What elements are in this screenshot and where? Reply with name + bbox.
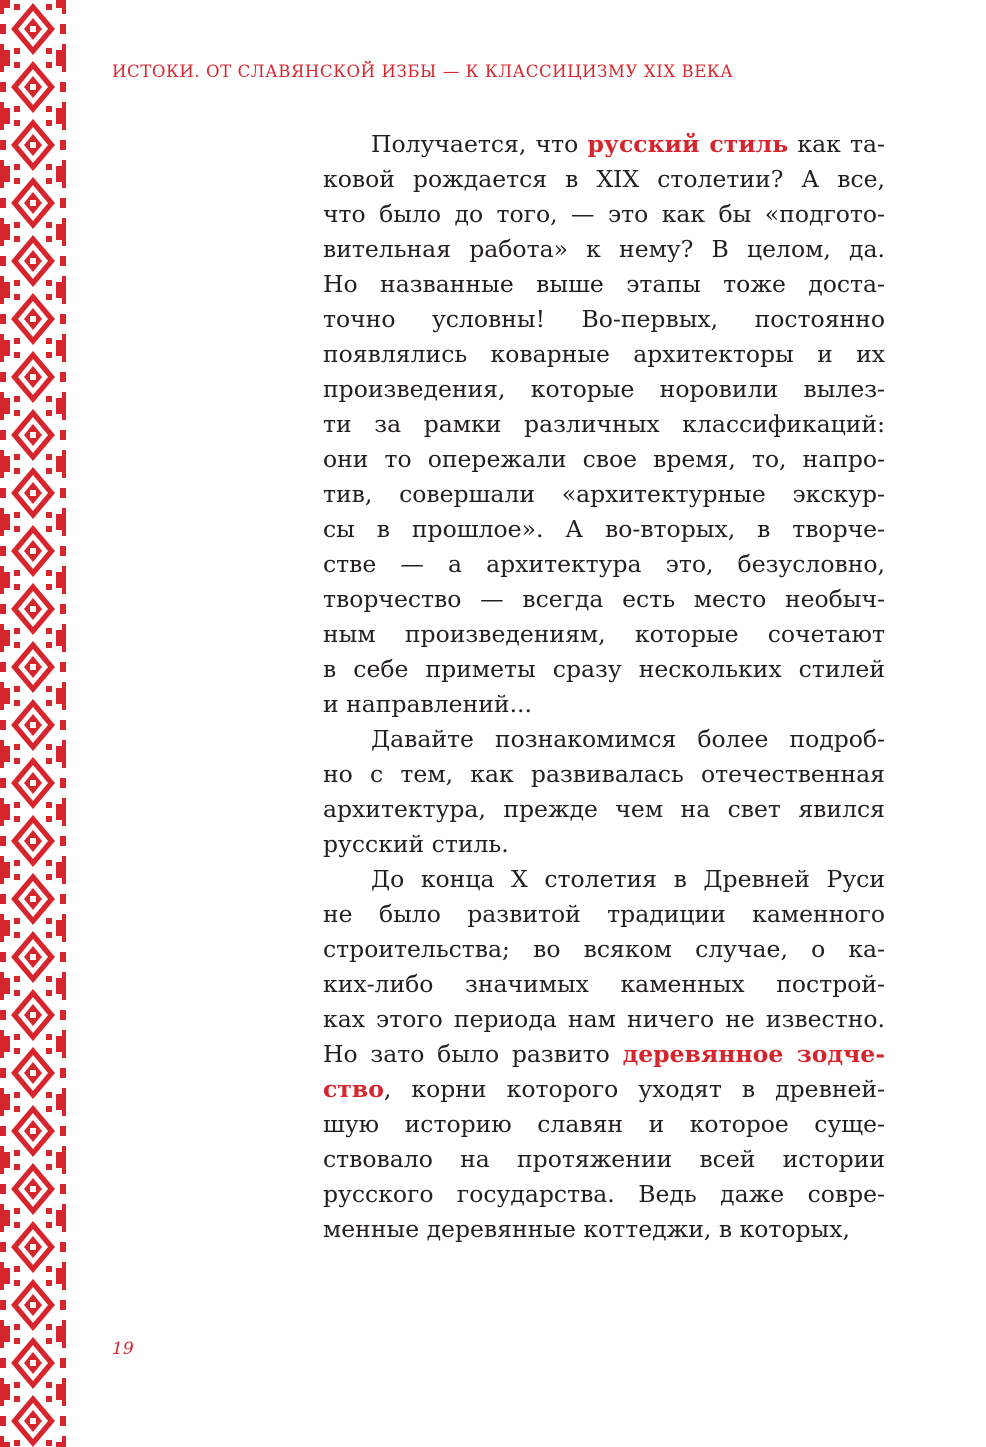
text-line: строительства; во всяком случае, о ка- xyxy=(323,935,885,963)
text-line: русский стиль. xyxy=(323,830,509,858)
text-run: , корни которого уходят в древней- xyxy=(383,1075,885,1103)
text-line: шую историю славян и которое суще- xyxy=(323,1110,885,1138)
text-line xyxy=(323,1037,885,1072)
text-run: Но зато было развито xyxy=(323,1040,623,1068)
text-line xyxy=(323,1072,885,1107)
text-run: как та- xyxy=(788,130,886,158)
highlighted-term: русский стиль xyxy=(587,130,789,158)
text-line: ких-либо значимых каменных построй- xyxy=(323,970,885,998)
text-line: менные деревянные коттеджи, в которых, xyxy=(323,1215,850,1243)
text-run: Получается, что xyxy=(371,130,588,158)
text-line: архитектура, прежде чем на свет явился xyxy=(323,795,885,823)
highlighted-term: ство xyxy=(323,1075,384,1103)
text-line: и направлений... xyxy=(323,690,532,718)
text-line: тив, совершали «архитектурные экскур- xyxy=(323,480,885,508)
text-line: вительная работа» к нему? В целом, да. xyxy=(323,235,885,263)
running-header: ИСТОКИ. ОТ СЛАВЯНСКОЙ ИЗБЫ — К КЛАССИЦИЗМУ XIX ВЕКА xyxy=(112,62,734,81)
text-line: ковой рождается в XIX столетии? А все, xyxy=(323,165,885,193)
text-line xyxy=(323,127,885,162)
text-line: точно условны! Во-первых, постоянно xyxy=(323,305,885,333)
highlighted-term: деревянное зодче- xyxy=(622,1040,886,1068)
page-number: 19 xyxy=(112,1339,134,1359)
folk-ornament-border xyxy=(0,0,66,1447)
text-line: стве — а архитектура это, безусловно, xyxy=(323,550,885,578)
text-line: сы в прошлое». А во-вторых, в творче- xyxy=(323,515,885,543)
text-line: Но названные выше этапы тоже доста- xyxy=(323,270,885,298)
text-line: что было до того, — это как бы «подгото- xyxy=(323,200,885,228)
text-line: произведения, которые норовили вылез- xyxy=(323,375,885,403)
text-line: ках этого периода нам ничего не известно. xyxy=(323,1005,885,1033)
body-text xyxy=(323,127,885,1247)
text-line: Давайте познакомимся более подроб- xyxy=(371,725,885,753)
text-line: До конца X столетия в Древней Руси xyxy=(371,865,885,893)
text-line: но с тем, как развивалась отечественная xyxy=(323,760,885,788)
text-line: в себе приметы сразу нескольких стилей xyxy=(323,655,885,683)
text-line: ти за рамки различных классификаций: xyxy=(323,410,885,438)
text-line: творчество — всегда есть место необыч- xyxy=(323,585,885,613)
text-line: ным произведениям, которые сочетают xyxy=(323,620,885,648)
text-line: ствовало на протяжении всей истории xyxy=(323,1145,885,1173)
text-line: появлялись коварные архитекторы и их xyxy=(323,340,885,368)
text-line: не было развитой традиции каменного xyxy=(323,900,885,928)
text-line: они то опережали свое время, то, напро- xyxy=(323,445,885,473)
text-line: русского государства. Ведь даже совре- xyxy=(323,1180,885,1208)
